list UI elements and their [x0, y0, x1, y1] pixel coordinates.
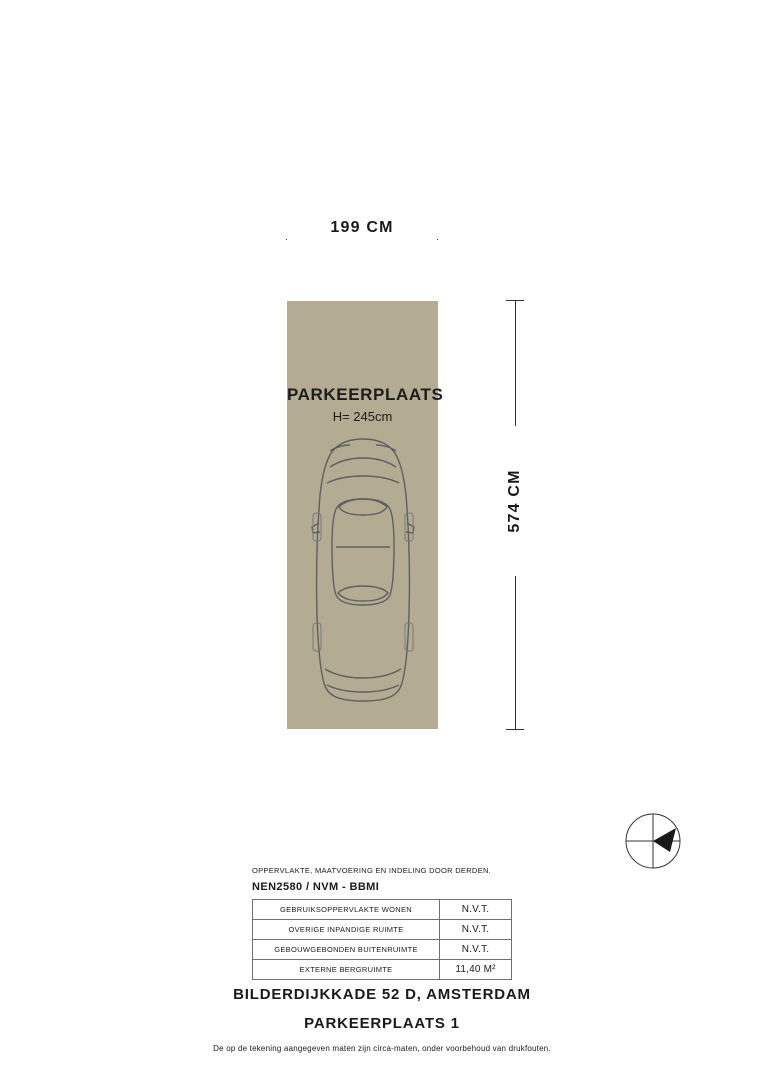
area-row-value: N.V.T. [440, 920, 512, 940]
north-arrow-icon [624, 812, 682, 870]
table-row [253, 960, 512, 980]
height-dimension-tick-top [506, 300, 524, 301]
unit-title: PARKEERPLAATS 1 [304, 1015, 460, 1032]
area-row-label: EXTERNE BERGRUIMTE [253, 960, 440, 980]
footer [0, 986, 764, 1053]
area-row-label: GEBRUIKSOPPERVLAKTE WONEN [253, 900, 440, 920]
height-dimension-label: 574 CM [504, 426, 526, 576]
table-row [253, 920, 512, 940]
width-dimension [286, 214, 438, 248]
height-dimension [488, 300, 534, 730]
height-dimension-tick-bottom [506, 729, 524, 730]
area-row-value: 11,40 M² [440, 960, 512, 980]
disclaimer-text: De op de tekening aangegeven maten zijn circa-maten, onder voorbehoud van drukfouten. [213, 1044, 551, 1053]
table-row [253, 900, 512, 920]
table-row [253, 940, 512, 960]
area-row-value: N.V.T. [440, 940, 512, 960]
parking-plot [287, 301, 444, 729]
norm-label: NEN2580 / NVM - BBMI [252, 881, 380, 893]
area-table [252, 899, 512, 980]
info-block [252, 866, 512, 980]
surface-note: OPPERVLAKTE, MAATVOERING EN INDELING DOOR DERDEN. [252, 866, 492, 875]
address-title: BILDERDIJKKADE 52 D, AMSTERDAM [233, 986, 531, 1003]
width-dimension-label: 199 CM [286, 217, 438, 239]
area-row-value: N.V.T. [440, 900, 512, 920]
plot-height-note: H= 245cm [332, 409, 393, 424]
car-icon [303, 437, 423, 705]
plot-title: PARKEERPLAATS [287, 385, 444, 404]
area-row-label: OVERIGE INPANDIGE RUIMTE [253, 920, 440, 940]
area-row-label: GEBOUWGEBONDEN BUITENRUIMTE [253, 940, 440, 960]
